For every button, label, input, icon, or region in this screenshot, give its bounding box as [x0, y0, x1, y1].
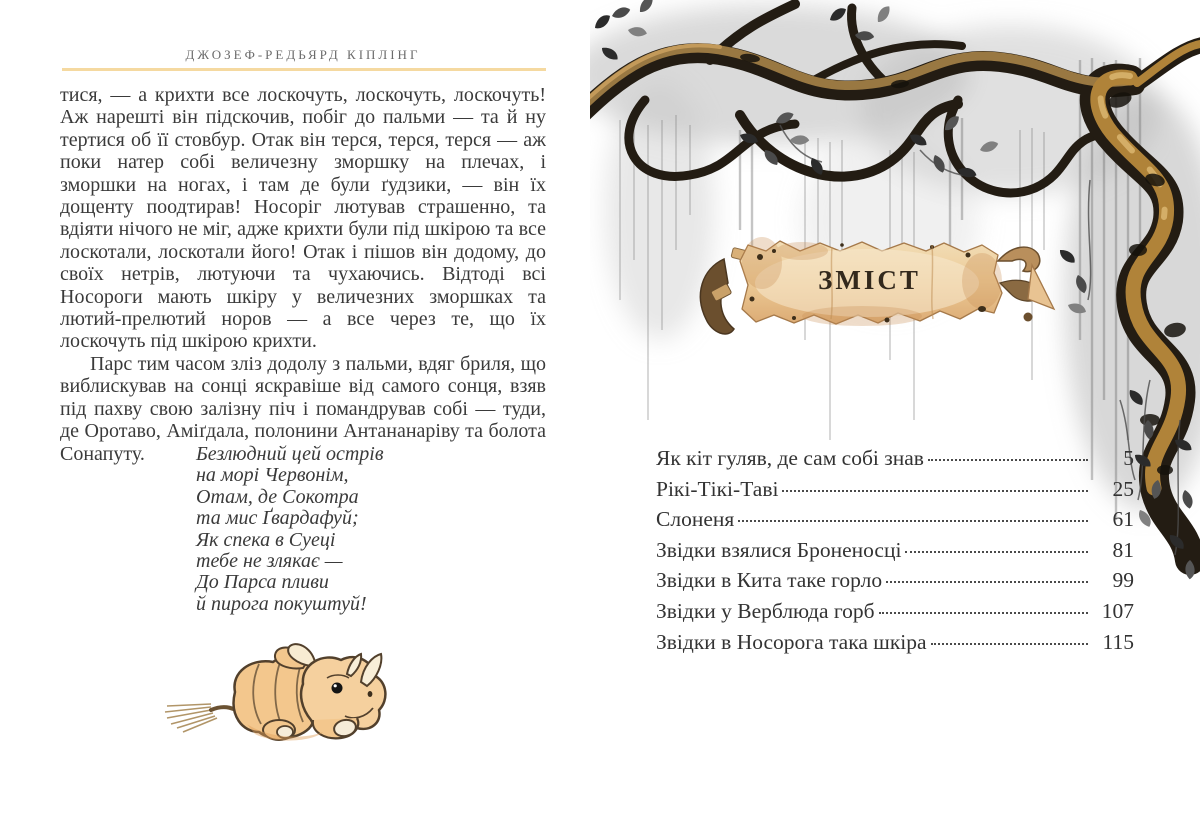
poem-line: й пирога покуштуй! — [196, 592, 367, 615]
toc-entry-title: Слоненя — [656, 507, 735, 532]
poem-line: та мис Ґвардафуй; — [196, 507, 359, 530]
toc-entry-page: 5 — [1123, 446, 1134, 470]
toc-entry — [656, 599, 1134, 630]
dot-leader — [931, 643, 1088, 645]
toc-entry-page: 115 — [1102, 629, 1134, 654]
running-header: ДЖОЗЕФ-РЕДЬЯРД КІПЛІНГ — [185, 47, 421, 62]
toc-entry-title: Звідки взялися Броненосці — [656, 537, 902, 562]
poem-line: тебе не злякає — — [196, 550, 343, 573]
toc-entry-page: 99 — [1112, 568, 1134, 593]
toc-entry — [656, 507, 1134, 538]
body-text-block — [60, 84, 546, 465]
dot-leader — [782, 490, 1088, 492]
toc-entry — [656, 568, 1134, 599]
toc-entry-title: Звідки у Верблюда горб — [656, 598, 875, 623]
toc-entry-title: Звідки в Носорога така шкіра — [656, 629, 927, 654]
paragraph: тися, — а крихти все лоскочуть, лоскочуть, лоскочуть! Аж нарешті він підскочив, побіг до пальми — та й ну тертися об її стовбур. Отак він терся, терся, терся — аж поки натер собі величезну зморшку на плечах, і зморшки на ногах, і там де були ґудзики, — він їх дощенту поодтирав! Носоріг лютував страшенно, та вдіяти нічого не міг, адже крихти були під шкірою та все лоскотали, лоскотали його! Отак і пішов він додому, до своїх нетрів, лютуючи та чухаючись. Відтоді всі Носороги мають шкіру у величезних зморшках та лютий-прелютий норов — а все через те, що їх лоскочуть під шкірою крихти. — [60, 84, 546, 353]
poem-line: Безлюдний цей острів — [196, 443, 384, 465]
poem — [196, 444, 384, 615]
dot-leader — [879, 612, 1088, 614]
poem-line: на морі Червонім, — [196, 464, 349, 487]
poem-line: Отам, де Сокотра — [196, 485, 359, 508]
toc-entry-title: Звідки в Кита таке горло — [656, 568, 883, 593]
toc-entry — [656, 477, 1134, 508]
toc-banner — [682, 221, 1057, 351]
toc-entry — [656, 446, 1134, 477]
toc-entry-page: 81 — [1112, 537, 1134, 562]
toc-entry-title: Рікі-Тікі-Таві — [656, 476, 779, 501]
toc-entry-page: 25 — [1112, 476, 1134, 501]
toc-entry — [656, 538, 1134, 569]
dot-leader — [928, 459, 1088, 461]
poem-line: До Парса пливи — [196, 571, 329, 594]
dot-leader — [738, 520, 1088, 522]
dot-leader — [905, 551, 1088, 553]
toc-title: ЗМІСТ — [818, 264, 921, 295]
poem-line: Як спека в Суеці — [196, 528, 336, 551]
table-of-contents — [656, 446, 1134, 660]
toc-entry-page: 107 — [1101, 598, 1134, 623]
toc-entry-title: Як кіт гуляв, де сам собі знав — [656, 446, 924, 470]
toc-entry — [656, 630, 1134, 661]
paragraph: Парс тим часом зліз додолу з пальми, вдяг бриля, що виблискував на сонці яскравіше від самого сонця, взяв під пахву свою залізну піч і помандрував собі — туди, де Оротаво, Аміґдала, полонини Антананаріву та болота Сонапуту. — [60, 352, 546, 465]
dot-leader — [886, 581, 1088, 583]
header-rule — [62, 68, 546, 71]
toc-entry-page: 61 — [1112, 507, 1134, 532]
rhino-illustration — [163, 628, 393, 758]
